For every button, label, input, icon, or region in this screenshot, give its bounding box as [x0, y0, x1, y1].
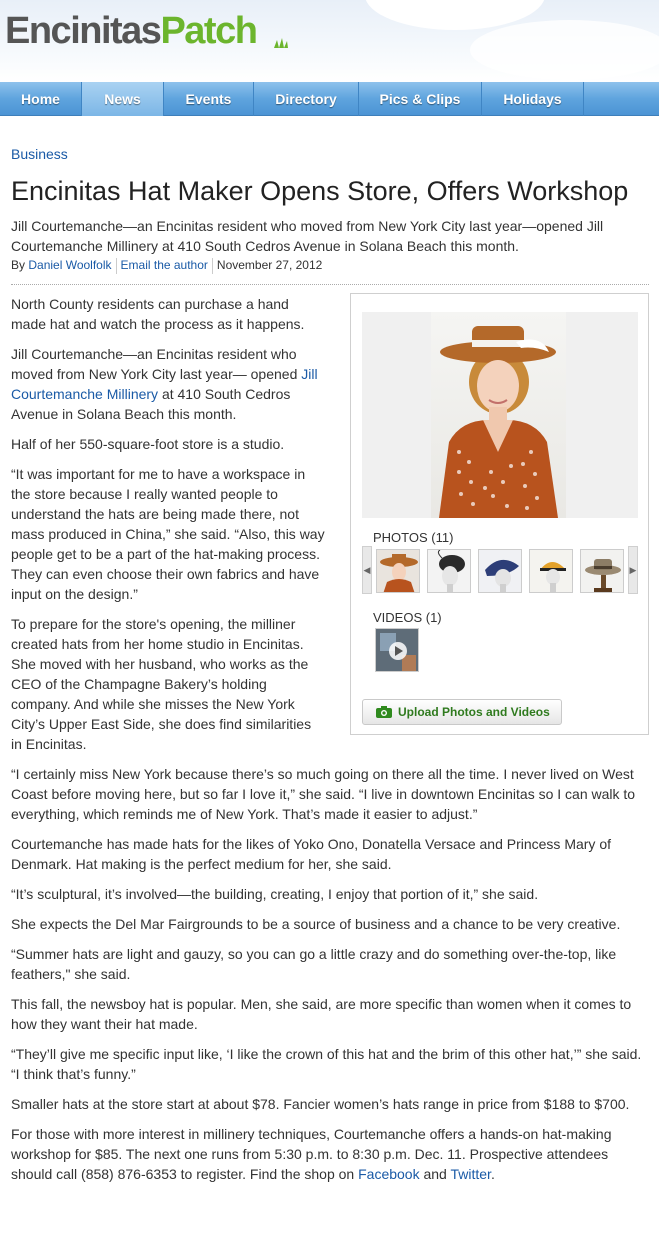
body-paragraph: She expects the Del Mar Fairgrounds to be a source of business and a chance to be very creative.	[11, 916, 621, 932]
article-summary: Jill Courtemanche—an Encinitas resident who moved from New York City last year—opened Jill Courtemanche Millinery at 410 South Cedros Avenue in Solana Beach this month.	[11, 218, 604, 254]
main-photo[interactable]	[362, 312, 638, 518]
site-logo[interactable]	[5, 6, 256, 56]
facebook-link[interactable]: Facebook	[358, 1166, 420, 1182]
photo-thumbnail[interactable]	[376, 549, 420, 593]
nav-events[interactable]: Events	[164, 82, 254, 116]
nav-news[interactable]: News	[82, 82, 164, 116]
publish-date: November 27, 2012	[216, 258, 323, 272]
upload-photos-button[interactable]	[362, 699, 562, 725]
paragraph-text: and	[419, 1166, 451, 1182]
site-header	[0, 0, 659, 82]
author-link[interactable]: Daniel Woolfolk	[28, 258, 112, 272]
camera-icon	[376, 706, 392, 718]
body-paragraph: Courtemanche has made hats for the likes of Yoko Ono, Donatella Versace and Princess Mary of Denmark. Hat making is the perfect medium for her, she said.	[11, 836, 611, 872]
paragraph-text: Jill Courtemanche—an Encinitas resident who moved from New York City last year— opened	[11, 346, 302, 382]
body-paragraph: “Summer hats are light and gauzy, so you can go a little crazy and do something over-the-top, like feathers," she said.	[11, 946, 617, 982]
twitter-link[interactable]: Twitter	[450, 1166, 491, 1182]
article-title: Encinitas Hat Maker Opens Store, Offers Workshop	[11, 176, 629, 206]
photo-thumbnail[interactable]	[529, 549, 573, 593]
logo-text-patch: Patch	[160, 10, 257, 52]
body-paragraph: “I certainly miss New York because there’s so much going on there all the time. I never lived on West Coast before moving here, but so far I love it,” she said. “I live in downtown Encinitas so I can walk to everything, which reminds me of New York. That’s made it easier to adjust.”	[11, 766, 636, 822]
header-cloud	[470, 20, 659, 80]
main-nav	[0, 82, 659, 116]
paragraph-text: at 410 South Cedros Avenue in Solana Beach this month.	[11, 386, 291, 422]
grass-icon	[273, 37, 289, 49]
body-paragraph: North County residents can purchase a hand made hat and watch the process as it happens.	[11, 296, 305, 332]
byline-rule	[11, 284, 649, 285]
media-box	[350, 293, 649, 735]
body-paragraph	[11, 344, 325, 424]
body-paragraph: Half of her 550-square-foot store is a studio.	[11, 436, 285, 452]
videos-label[interactable]: VIDEOS (1)	[373, 610, 442, 625]
video-thumbnail[interactable]	[375, 628, 419, 672]
portrait-illustration	[431, 312, 566, 518]
email-author-link[interactable]: Email the author	[120, 258, 208, 272]
body-paragraph: Smaller hats at the store start at about $78. Fancier women’s hats range in price from $188 to $700.	[11, 1096, 630, 1112]
photos-label[interactable]: PHOTOS (11)	[373, 530, 454, 545]
nav-home[interactable]: Home	[0, 82, 82, 116]
nav-holidays[interactable]: Holidays	[482, 82, 584, 116]
divider	[212, 258, 213, 274]
photo-thumbnail[interactable]	[580, 549, 624, 593]
logo-text-town: Encinitas	[5, 10, 161, 52]
chevron-right-icon[interactable]: ▶	[628, 546, 638, 594]
article-body-full	[11, 764, 649, 1194]
photo-thumbnail[interactable]	[478, 549, 522, 593]
upload-button-label: Upload Photos and Videos	[398, 705, 550, 719]
byline-by: By	[11, 258, 26, 272]
nav-pics-clips[interactable]: Pics & Clips	[359, 82, 482, 116]
body-paragraph: “It was important for me to have a workspace in the store because I really wanted people to understand the hats are being made there, not mass produced in China,” she said. “Also, this way people get to be a part of the hat-making process. They can even choose their own fabrics and have input on the design.”	[11, 466, 325, 602]
nav-directory[interactable]: Directory	[254, 82, 359, 116]
body-paragraph: This fall, the newsboy hat is popular. Men, she said, are more specific than women when it comes to how they want their hat made.	[11, 996, 632, 1032]
article-body-left	[11, 294, 325, 764]
millinery-link[interactable]: Jill Courtemanche Millinery	[11, 366, 318, 402]
body-paragraph: “They’ll give me specific input like, ‘I like the crown of this hat and the brim of this other hat,’” she said. “I think that’s funny.”	[11, 1046, 642, 1082]
body-paragraph	[11, 1124, 649, 1184]
paragraph-text: For those with more interest in millinery techniques, Courtemanche offers a hands-on hat-making workshop for $85. The next one runs from 5:30 p.m. to 8:30 p.m. Dec. 11. Prospective attendees should call (858) 876-6353 to register. Find the shop on	[11, 1126, 612, 1182]
byline	[11, 256, 322, 274]
hat-maker-photo	[431, 312, 566, 518]
body-paragraph: “It’s sculptural, it’s involved—the building, creating, I enjoy that portion of it,” she said.	[11, 886, 539, 902]
paragraph-text: .	[490, 1166, 495, 1182]
chevron-left-icon[interactable]: ◀	[362, 546, 372, 594]
photo-thumbnail[interactable]	[427, 549, 471, 593]
body-paragraph: To prepare for the store's opening, the milliner created hats from her home studio in Encinitas. She moved with her husband, who works as the CEO of the Champagne Bakery’s holding company. And while she misses the New York City’s Upper East Side, she does find similarities in Encinitas.	[11, 616, 312, 752]
category-link[interactable]: Business	[11, 146, 68, 162]
divider	[116, 258, 117, 274]
play-icon	[376, 629, 419, 672]
